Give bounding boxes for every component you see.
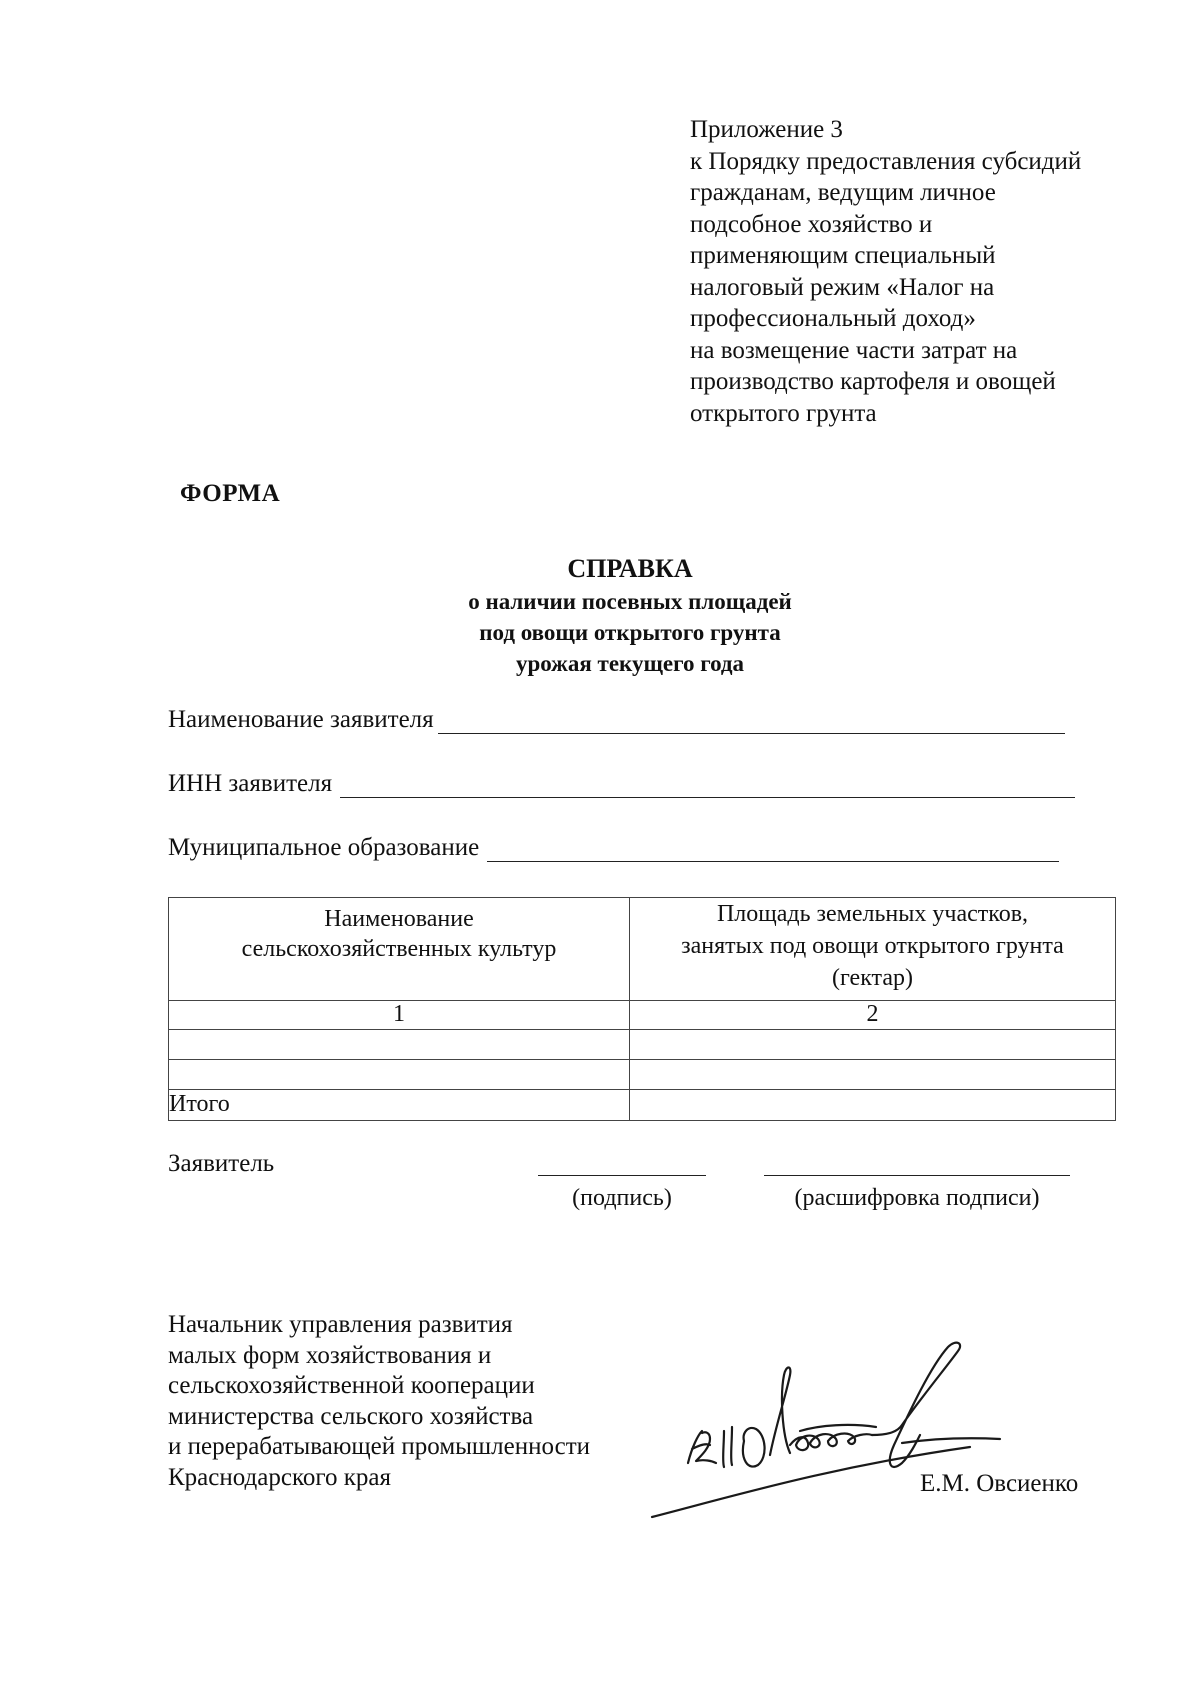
appendix-line: открытого грунта bbox=[690, 399, 877, 427]
official-title-line: Начальник управления развития bbox=[168, 1311, 513, 1338]
title-line: урожая текущего года bbox=[515, 651, 745, 676]
handwritten-signature bbox=[640, 1335, 1040, 1535]
crops-table bbox=[168, 897, 1116, 1121]
column-number-row bbox=[169, 1001, 1116, 1030]
header-text: Площадь земельных участков, bbox=[716, 901, 1029, 927]
header-crop-name bbox=[169, 898, 630, 1001]
signature-caption: (подпись) bbox=[572, 1185, 672, 1211]
official-title-line: и перерабатывающей промышленности bbox=[168, 1433, 591, 1460]
table-header-row bbox=[169, 898, 1116, 1001]
area-cell[interactable] bbox=[630, 1060, 1116, 1090]
column-number: 1 bbox=[169, 1001, 630, 1030]
appendix-header bbox=[690, 114, 1160, 429]
header-area bbox=[630, 898, 1116, 1001]
applicant-inn-input-line[interactable] bbox=[340, 771, 1075, 798]
applicant-name-label: Наименование заявителя bbox=[168, 706, 434, 733]
municipality-input-line[interactable] bbox=[487, 835, 1059, 862]
appendix-line: профессиональный доход» bbox=[690, 305, 976, 332]
signature-decoding-line[interactable] bbox=[764, 1175, 1070, 1176]
decoding-caption: (расшифровка подписи) bbox=[794, 1185, 1040, 1211]
header-text: (гектар) bbox=[832, 965, 913, 991]
crop-name-cell[interactable] bbox=[169, 1060, 630, 1090]
appendix-line: производство картофеля и овощей bbox=[690, 368, 1056, 395]
appendix-line: на возмещение части затрат на bbox=[690, 336, 1018, 364]
appendix-line: Приложение 3 bbox=[690, 116, 843, 143]
total-label: Итого bbox=[169, 1090, 630, 1121]
title-line: о наличии посевных площадей bbox=[468, 589, 792, 614]
table-row bbox=[169, 1030, 1116, 1060]
official-title-line: малых форм хозяйствования и bbox=[168, 1341, 492, 1369]
header-text: занятых под овощи открытого грунта bbox=[681, 933, 1064, 959]
document-title bbox=[330, 552, 930, 679]
official-title-line: сельскохозяйственной кооперации bbox=[168, 1372, 535, 1399]
official-title-line: министерства сельского хозяйства bbox=[168, 1402, 534, 1430]
title-main: СПРАВКА bbox=[567, 554, 693, 583]
appendix-line: гражданам, ведущим личное bbox=[690, 179, 996, 206]
area-cell[interactable] bbox=[630, 1030, 1116, 1060]
total-area-cell[interactable] bbox=[630, 1090, 1116, 1121]
applicant-label: Заявитель bbox=[168, 1150, 275, 1177]
municipality-field bbox=[168, 834, 1059, 862]
total-row bbox=[169, 1090, 1116, 1121]
signature-line[interactable] bbox=[538, 1175, 706, 1176]
applicant-inn-field bbox=[168, 770, 1075, 798]
header-text: сельскохозяйственных культур bbox=[241, 936, 557, 962]
table-row bbox=[169, 1060, 1116, 1090]
appendix-line: к Порядку предоставления субсидий bbox=[690, 147, 1082, 175]
applicant-name-field bbox=[168, 706, 1065, 734]
header-text: Наименование bbox=[324, 906, 474, 932]
applicant-inn-label: ИНН заявителя bbox=[168, 770, 333, 797]
official-title-line: Краснодарского края bbox=[168, 1463, 391, 1491]
appendix-line: налоговый режим «Налог на bbox=[690, 273, 995, 301]
municipality-label: Муниципальное образование bbox=[168, 834, 480, 861]
applicant-name-input-line[interactable] bbox=[438, 707, 1065, 734]
form-label: ФОРМА bbox=[180, 480, 281, 507]
official-name: Е.М. Овсиенко bbox=[920, 1470, 1079, 1497]
appendix-line: применяющим специальный bbox=[690, 242, 996, 269]
title-line: под овощи открытого грунта bbox=[479, 620, 781, 645]
official-title bbox=[168, 1310, 688, 1493]
column-number: 2 bbox=[630, 1001, 1116, 1030]
crop-name-cell[interactable] bbox=[169, 1030, 630, 1060]
appendix-line: подсобное хозяйство и bbox=[690, 210, 933, 238]
